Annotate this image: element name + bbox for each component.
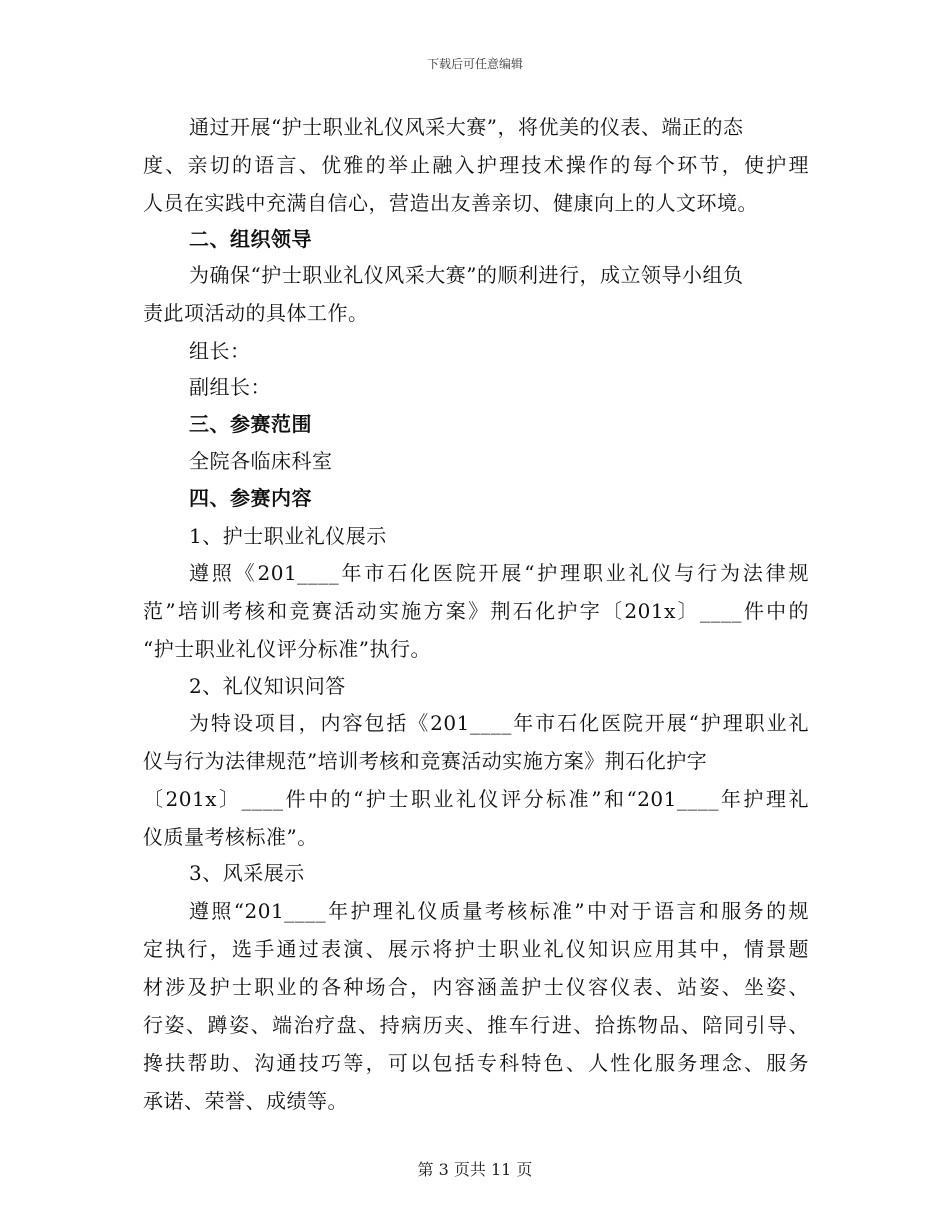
paragraph-line: 仪质量考核标准”。	[143, 825, 318, 849]
subsection-heading: 1、护士职业礼仪展示	[189, 524, 387, 548]
section-heading: 二、组织领导	[189, 227, 312, 251]
paragraph-line: 副组长：	[189, 375, 271, 399]
paragraph-line: 为确保“护士职业礼仪风采大赛”的顺利进行，成立领导小组负	[189, 263, 744, 287]
paragraph-line: 组长：	[189, 339, 251, 363]
section-heading: 三、参赛范围	[189, 412, 312, 436]
paragraph-line: 责此项活动的具体工作。	[143, 301, 369, 325]
paragraph-line: 度、亲切的语言、优雅的举止融入护理技术操作的每个环节，使护理	[143, 153, 809, 177]
paragraph-line: 材涉及护士职业的各种场合，内容涵盖护士仪容仪表、站姿、坐姿、	[143, 975, 809, 999]
paragraph-line: 遵照《201____年市石化医院开展“护理职业礼仪与行为法律规	[189, 561, 809, 585]
paragraph-line: 为特设项目，内容包括《201____年市石化医院开展“护理职业礼	[189, 711, 809, 735]
paragraph-line: 通过开展“护士职业礼仪风采大赛”，将优美的仪表、端正的态	[189, 115, 744, 139]
paragraph-line: 搀扶帮助、沟通技巧等，可以包括专科特色、人性化服务理念、服务	[143, 1051, 809, 1075]
paragraph-line: 遵照“201____年护理礼仪质量考核标准”中对于语言和服务的规	[189, 899, 809, 923]
paragraph-line: 承诺、荣誉、成绩等。	[143, 1089, 348, 1113]
subsection-heading: 2、礼仪知识问答	[189, 674, 346, 698]
paragraph-line: 仪与行为法律规范”培训考核和竞赛活动实施方案》荆石化护字	[143, 749, 708, 773]
paragraph-line: 行姿、蹲姿、端治疗盘、持病历夹、推车行进、拾拣物品、陪同引导、	[143, 1013, 809, 1037]
paragraph-line: 〔201x〕____件中的“护士职业礼仪评分标准”和“201____年护理礼	[143, 787, 809, 811]
paragraph-line: 范”培训考核和竞赛活动实施方案》荆石化护字〔201x〕____件中的	[143, 599, 809, 623]
paragraph-line: 人员在实践中充满自信心，营造出友善亲切、健康向上的人文环境。	[143, 191, 758, 215]
page-header: 下载后可任意编辑	[426, 57, 523, 71]
subsection-heading: 3、风采展示	[189, 861, 305, 885]
page-footer: 第 3 页共 11 页	[417, 1160, 533, 1179]
section-heading: 四、参赛内容	[189, 486, 312, 510]
paragraph-line: 全院各临床科室	[189, 449, 333, 473]
paragraph-line: “护士职业礼仪评分标准”执行。	[143, 637, 431, 661]
paragraph-line: 定执行，选手通过表演、展示将护士职业礼仪知识应用其中，情景题	[143, 937, 809, 961]
